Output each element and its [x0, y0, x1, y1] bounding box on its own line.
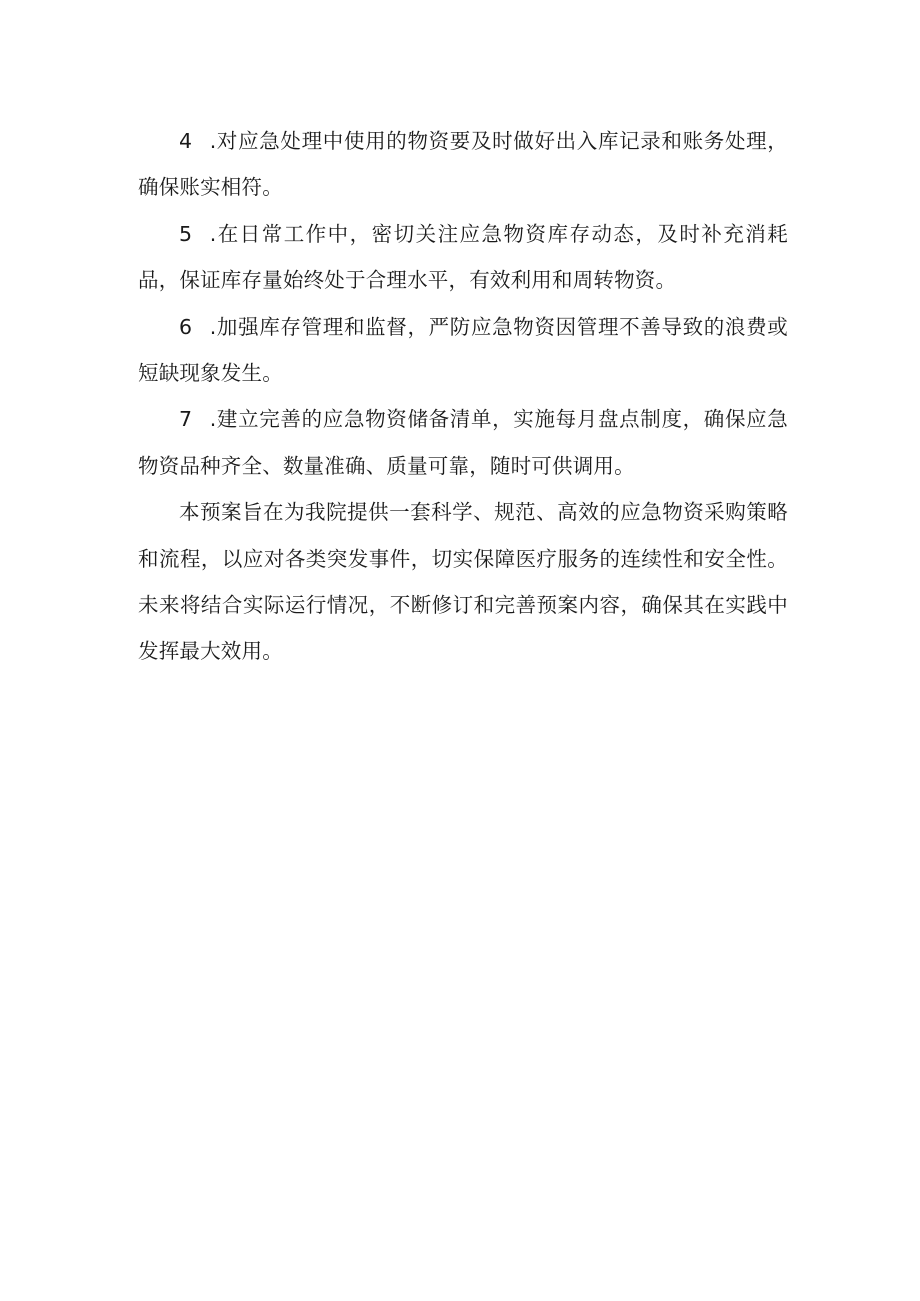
item-number: 4	[179, 129, 193, 153]
list-item-7	[138, 396, 788, 489]
list-item-6	[138, 304, 788, 397]
item-number: 5	[179, 221, 193, 246]
list-item-4	[138, 118, 788, 211]
closing-paragraph: 本预案旨在为我院提供一套科学、规范、高效的应急物资采购策略和流程，以应对各类突发事件，切实保障医疗服务的连续性和安全性。未来将结合实际运行情况，不断修订和完善预案内容，确保其在实践中发挥最大效用。	[138, 500, 788, 664]
document-body	[138, 118, 788, 675]
item-text: .建立完善的应急物资储备清单，实施每月盘点制度，确保应急物资品种齐全、数量准确、质量可靠，随时可供调用。	[138, 407, 788, 478]
item-number: 6	[179, 314, 193, 339]
list-item-5	[138, 211, 788, 304]
item-text: .在日常工作中，密切关注应急物资库存动态，及时补充消耗品，保证库存量始终处于合理水平，有效利用和周转物资。	[138, 221, 788, 293]
item-number: 7	[179, 407, 193, 432]
item-text: .对应急处理中使用的物资要及时做好出入库记录和账务处理，确保账实相符。	[138, 129, 788, 200]
item-text: .加强库存管理和监督，严防应急物资因管理不善导致的浪费或短缺现象发生。	[138, 314, 788, 386]
